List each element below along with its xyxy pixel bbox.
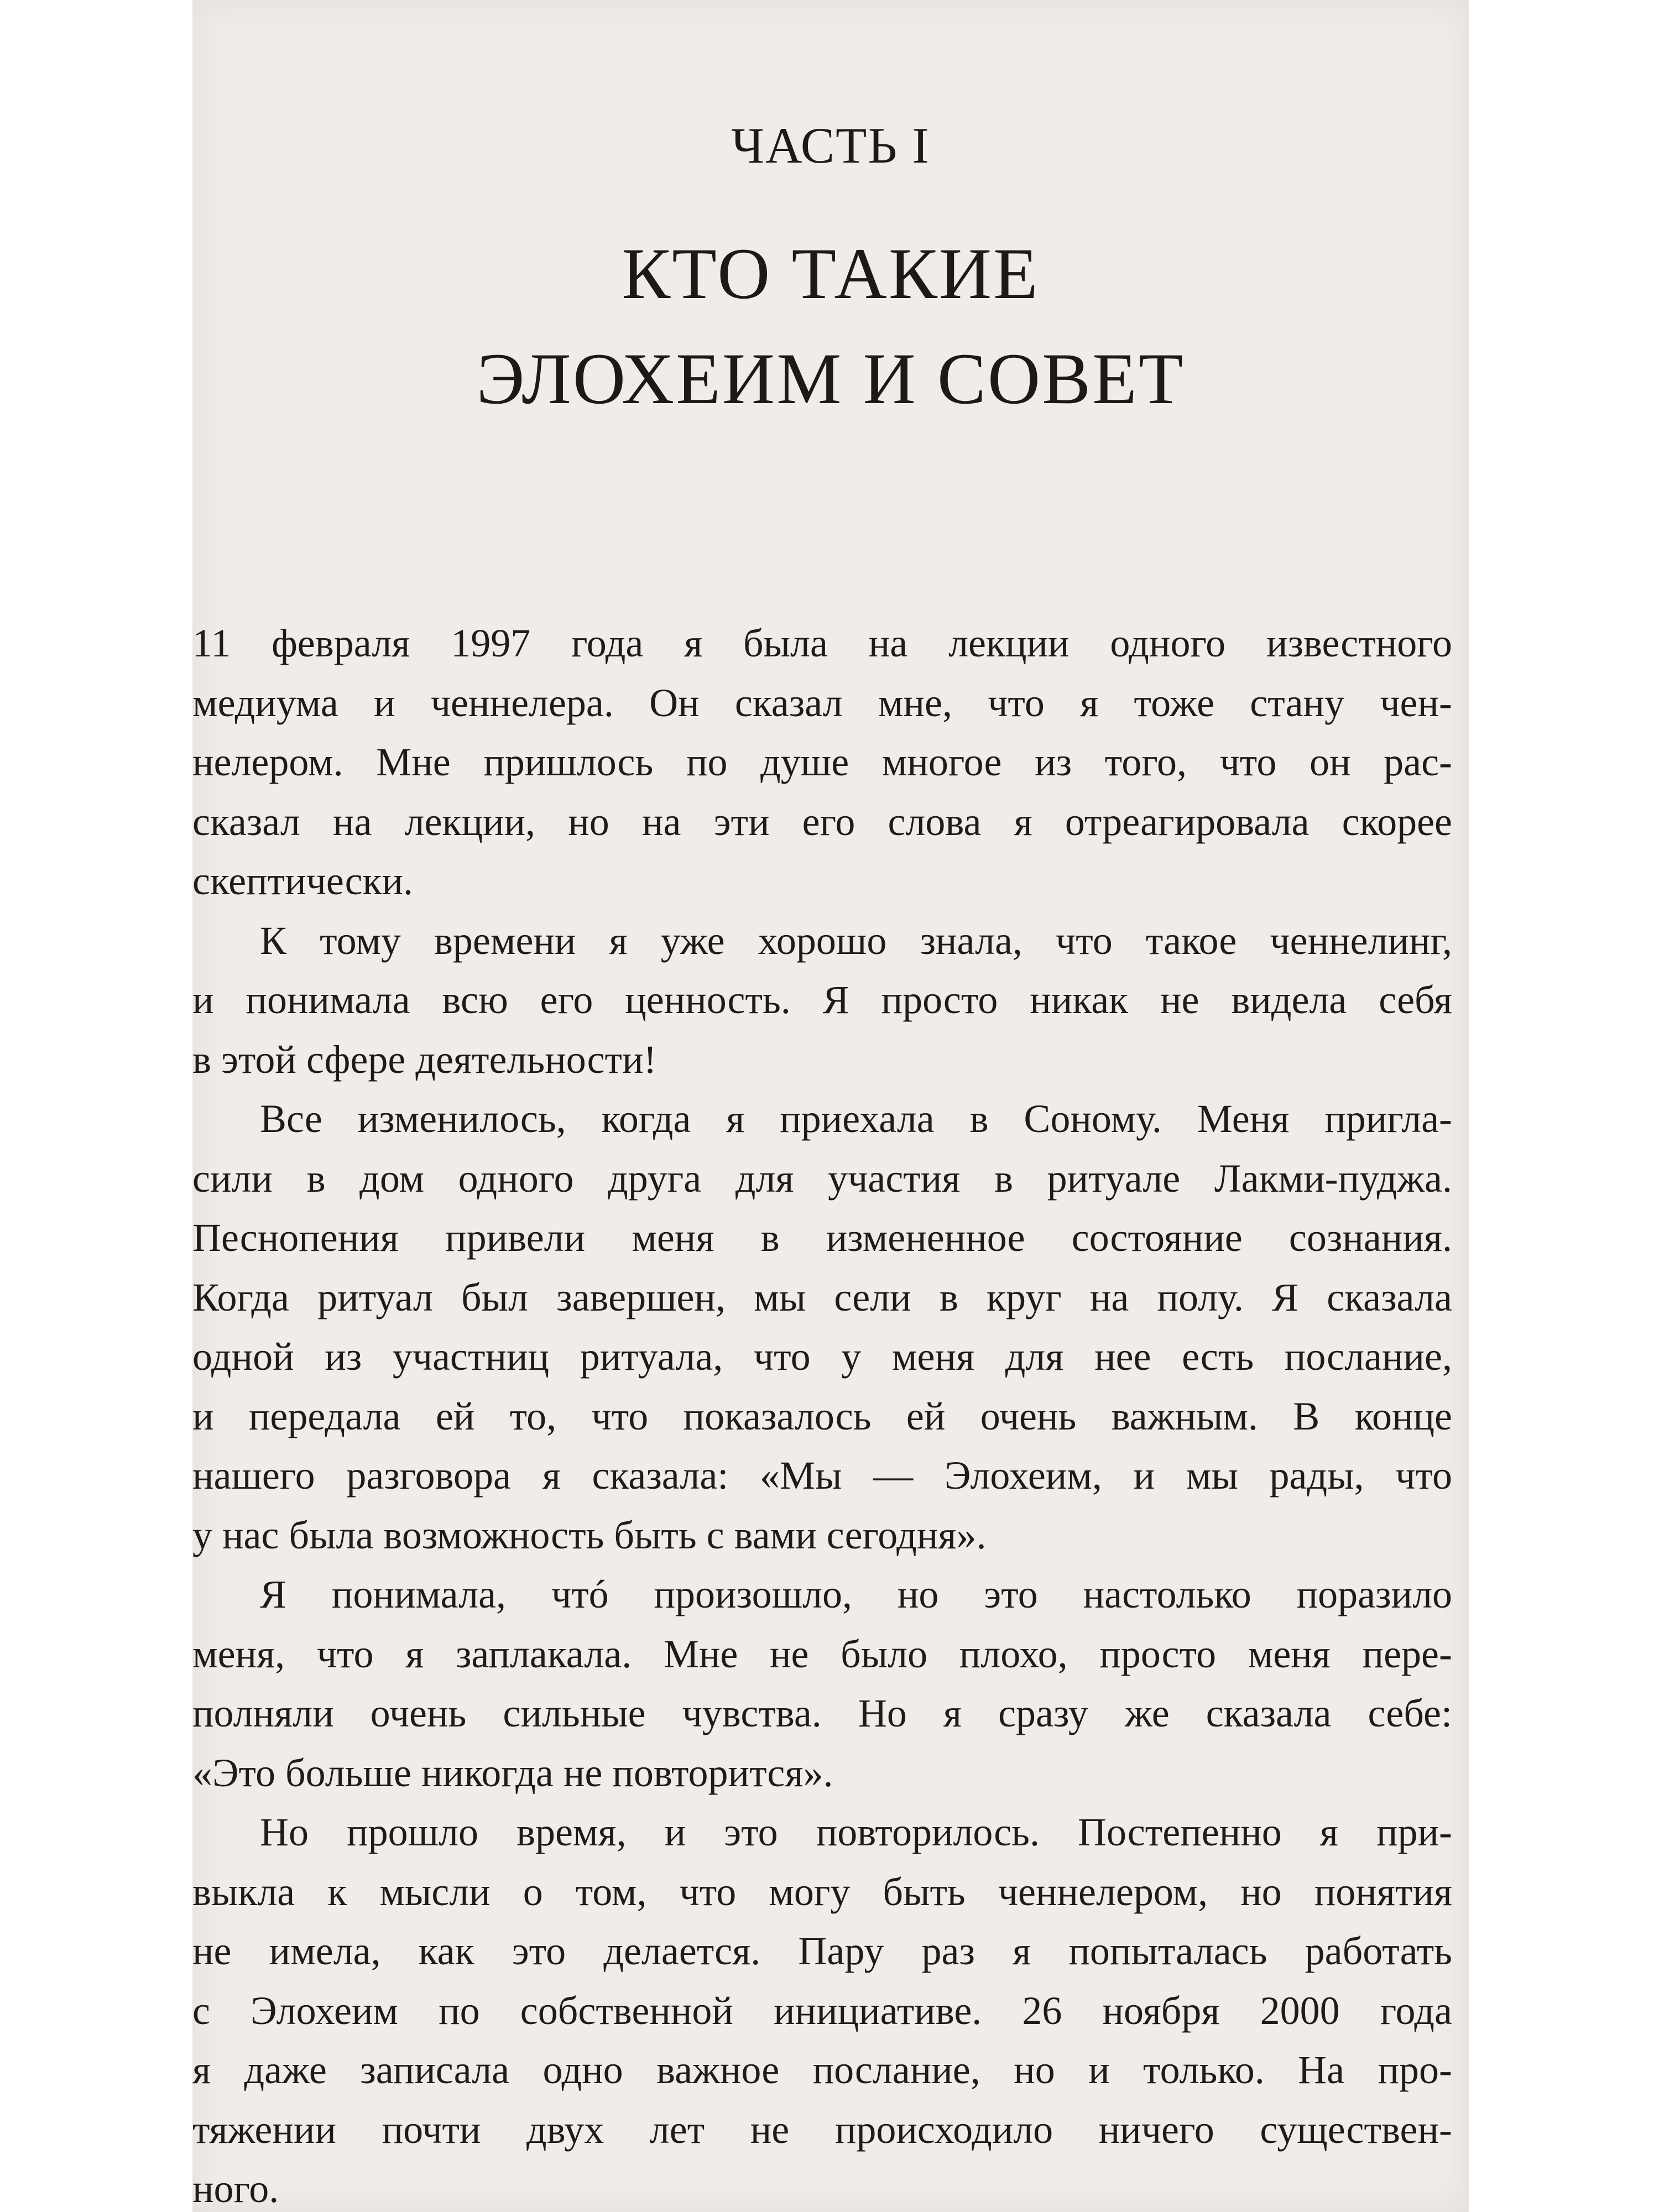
text-line: Когда ритуал был завершен, мы сели в круг на полу. Я сказала (192, 1275, 1452, 1319)
text-line: Я понимала, чтó произошло, но это настолько поразило (260, 1572, 1452, 1616)
text-line: Песнопения привели меня в измененное состояние сознания. (192, 1215, 1452, 1260)
text-line: и понимала всю его ценность. Я просто никак не видела себя (192, 978, 1452, 1022)
book-page (192, 0, 1469, 2212)
chapter-title (192, 221, 1469, 431)
text-line: в этой сфере деятельности! (192, 1037, 657, 1082)
paragraph-1 (192, 614, 1452, 911)
text-line: Но прошло время, и это повторилось. Постепенно я при- (260, 1810, 1452, 1854)
text-line: я даже записала одно важное послание, но и только. На про- (192, 2048, 1452, 2092)
text-line: скептически. (192, 859, 414, 903)
text-line: ного. (192, 2167, 279, 2211)
text-line: Все изменилось, когда я приехала в Соному. Меня пригла- (260, 1097, 1452, 1141)
part-label: ЧАСТЬ I (731, 117, 930, 174)
paragraph-2 (192, 911, 1452, 1090)
chapter-title-line-2: ЭЛОХЕИМ И СОВЕТ (476, 338, 1185, 419)
paragraph-4 (192, 1565, 1452, 1803)
body-text (192, 614, 1452, 2212)
text-line: тяжении почти двух лет не происходило ничего существен- (192, 2107, 1452, 2152)
text-line: одной из участниц ритуала, что у меня для нее есть послание, (192, 1334, 1452, 1379)
text-line: у нас была возможность быть с вами сегодня». (192, 1512, 987, 1557)
text-line: нашего разговора я сказала: «Мы — Элохеим, и мы рады, что (192, 1453, 1452, 1498)
chapter-title-line-1: КТО ТАКИЕ (622, 233, 1040, 314)
paragraph-3 (192, 1089, 1452, 1565)
text-line: с Элохеим по собственной инициативе. 26 ноября 2000 года (192, 1988, 1452, 2033)
paragraph-5 (192, 1803, 1452, 2212)
text-line: полняли очень сильные чувства. Но я сразу же сказала себе: (192, 1691, 1452, 1735)
text-line: выкла к мысли о том, что могу быть ченнелером, но понятия (192, 1869, 1452, 1914)
text-line: нелером. Мне пришлось по душе многое из того, что он рас- (192, 740, 1452, 784)
text-line: «Это больше никогда не повторится». (192, 1750, 833, 1795)
text-line: медиума и ченнелера. Он сказал мне, что я тоже стану чен- (192, 680, 1452, 725)
text-line: 11 февраля 1997 года я была на лекции одного известного (192, 621, 1452, 665)
text-line: меня, что я заплакала. Мне не было плохо, просто меня пере- (192, 1631, 1452, 1676)
text-line: сили в дом одного друга для участия в ритуале Лакми-пуджа. (192, 1156, 1452, 1201)
text-line: К тому времени я уже хорошо знала, что такое ченнелинг, (260, 918, 1452, 963)
text-line: и передала ей то, что показалось ей очень важным. В конце (192, 1394, 1452, 1438)
text-line: сказал на лекции, но на эти его слова я отреагировала скорее (192, 799, 1452, 844)
text-line: не имела, как это делается. Пару раз я попыталась работать (192, 1929, 1452, 1973)
